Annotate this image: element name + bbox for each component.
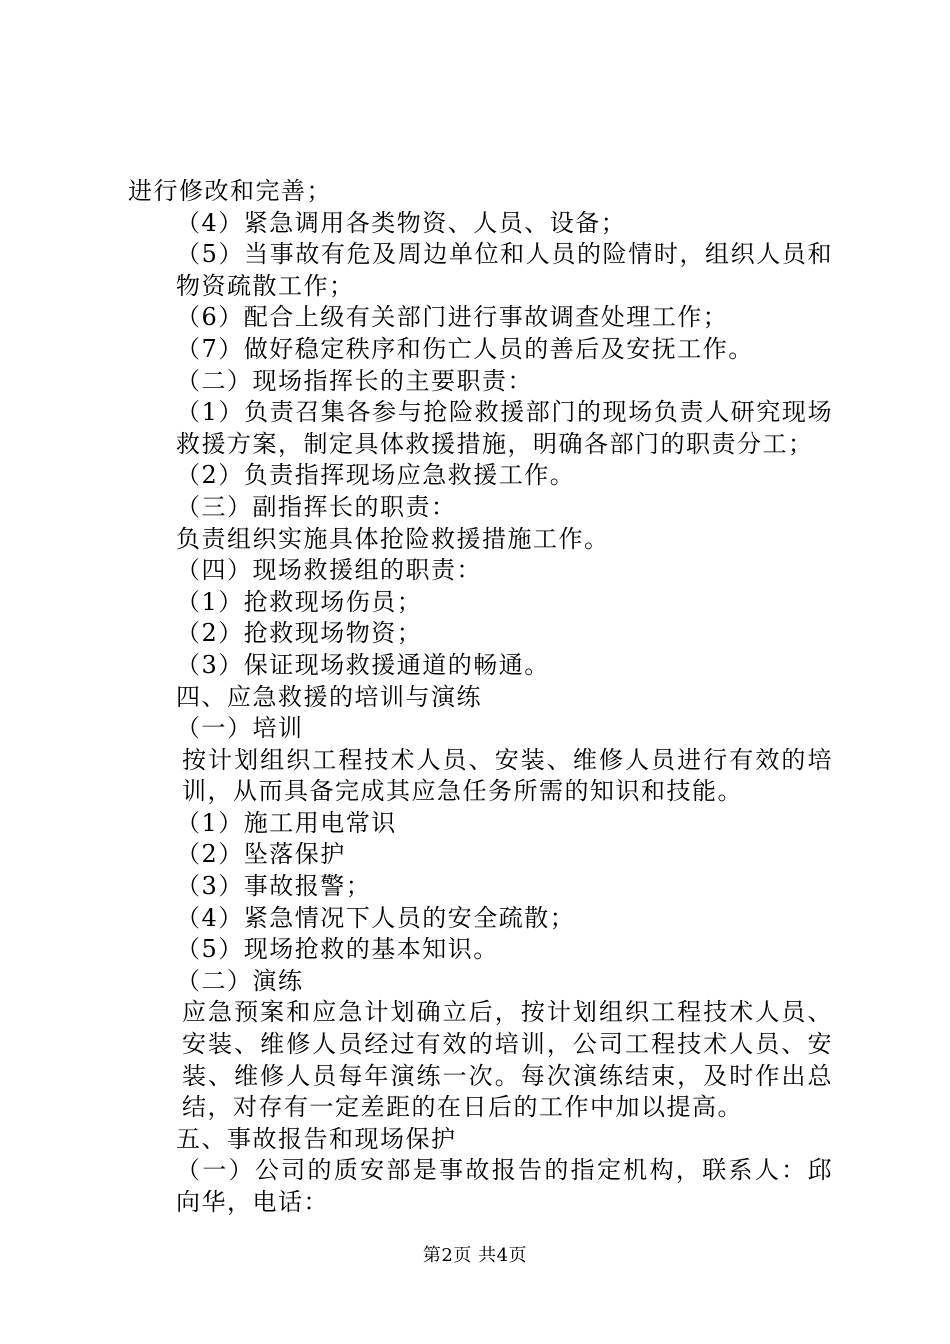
document-body: [128, 176, 833, 1219]
document-line: （7）做好稳定秩序和伤亡人员的善后及安抚工作。: [176, 334, 754, 363]
document-line: 负责组织实施具体抢险救援措施工作。: [176, 524, 610, 553]
page-footer: 第2页 共4页: [422, 1245, 528, 1266]
document-line: （3）事故报警；: [176, 872, 372, 901]
document-line: （一）培训: [176, 714, 304, 743]
document-line: （二）演练: [176, 966, 304, 995]
document-line: （二）现场指挥长的主要职责：: [176, 366, 533, 395]
document-line: （2）负责指挥现场应急救援工作。: [176, 461, 576, 490]
document-line: （4）紧急调用各类物资、人员、设备；: [176, 208, 627, 237]
document-line: （3）保证现场救援通道的畅通。: [176, 650, 550, 679]
document-line: 应急预案和应急计划确立后，按计划组织工程技术人员、安装、维修人员经过有效的培训，公司工程技术人员、安装、维修人员每年演练一次。每次演练结束，及时作出总结，对存有一定差距的在日后的工作中加以提高。: [182, 998, 833, 1122]
document-line: （三）副指挥长的职责：: [176, 492, 457, 521]
document-line: （1）抢救现场伤员；: [176, 587, 423, 616]
document-line: （1）施工用电常识: [176, 808, 397, 837]
document-line: （4）紧急情况下人员的安全疏散；: [176, 903, 576, 932]
document-line: （5）当事故有危及周边单位和人员的险情时，组织人员和物资疏散工作；: [176, 240, 833, 300]
document-line: 五、事故报告和现场保护: [176, 1124, 457, 1153]
document-line: （1）负责召集各参与抢险救援部门的现场负责人研究现场救援方案，制定具体救援措施，明确各部门的职责分工；: [176, 398, 833, 458]
document-line: （一）公司的质安部是事故报告的指定机构，联系人：邱向华，电话：: [176, 1156, 833, 1216]
document-line: 进行修改和完善；: [128, 177, 332, 205]
document-line: 按计划组织工程技术人员、安装、维修人员进行有效的培训，从而具备完成其应急任务所需的知识和技能。: [182, 745, 833, 806]
document-line: （2）抢救现场物资；: [176, 619, 423, 648]
document-line: （5）现场抢救的基本知识。: [176, 935, 499, 964]
document-line: （6）配合上级有关部门进行事故调查处理工作；: [176, 303, 729, 332]
document-line: （2）坠落保护: [176, 840, 346, 869]
document-line: 四、应急救援的培训与演练: [176, 682, 482, 711]
document-line: （四）现场救援组的职责：: [176, 556, 482, 585]
